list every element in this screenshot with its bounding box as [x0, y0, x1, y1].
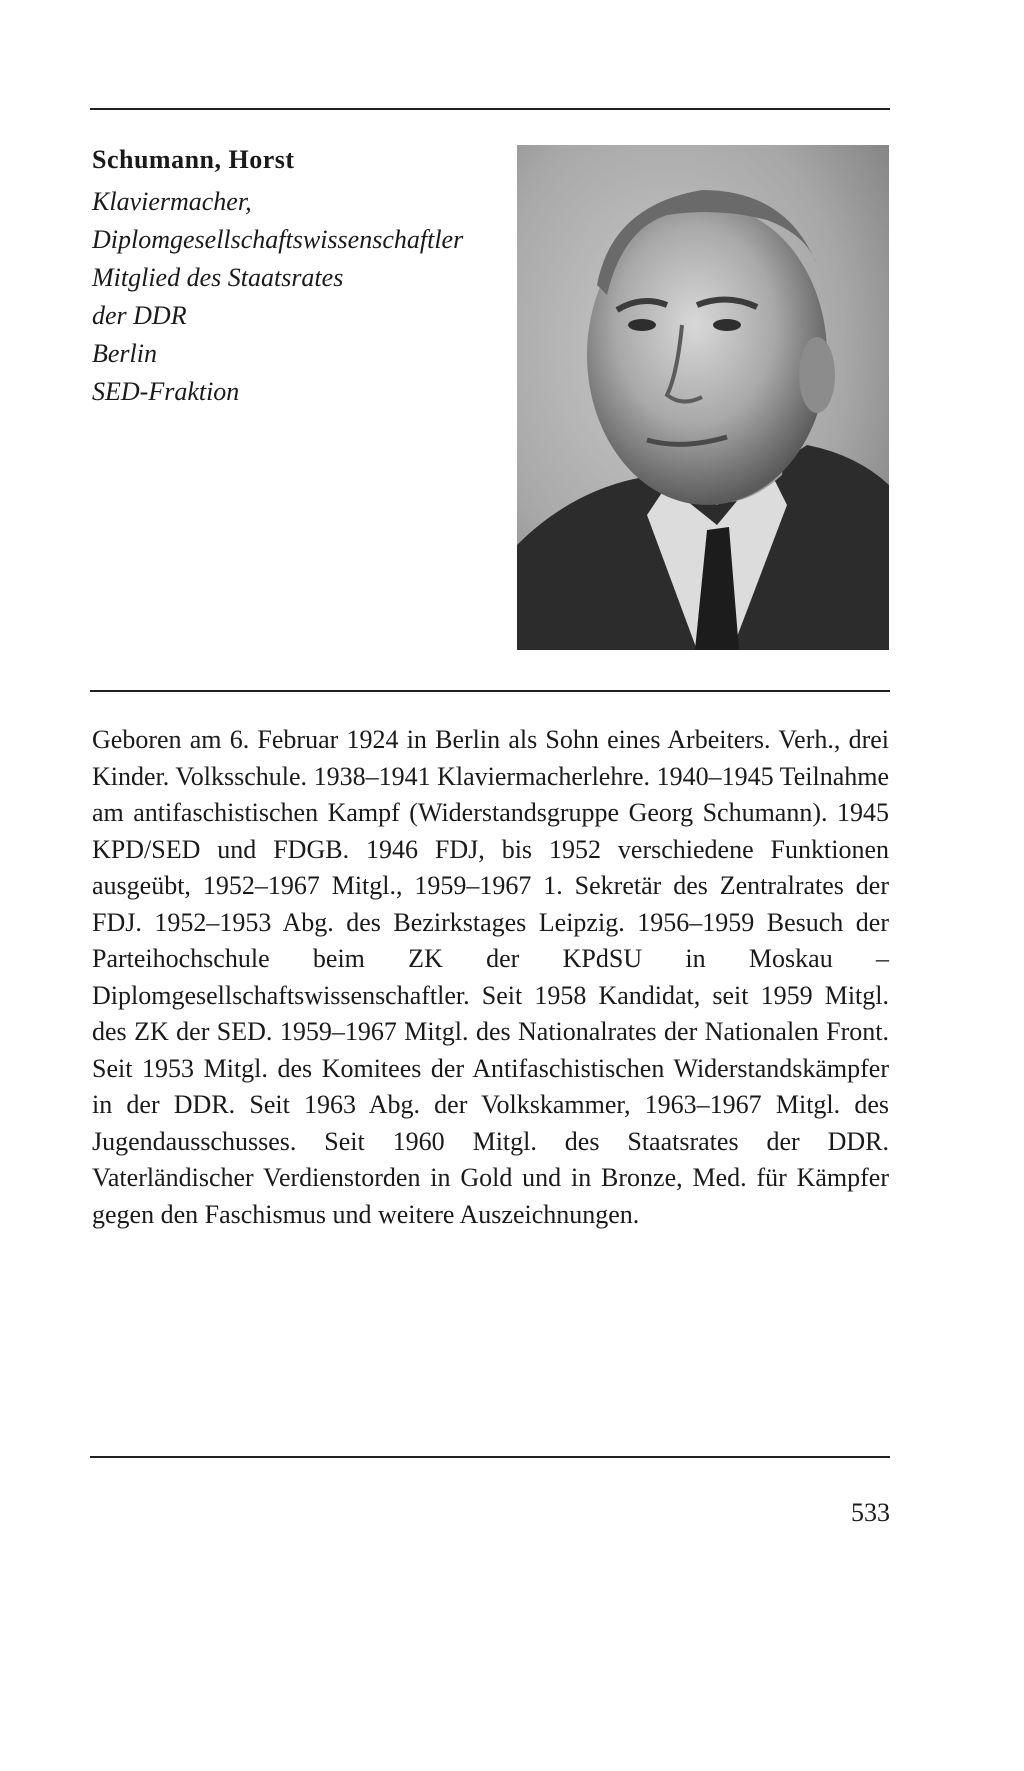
page-number: 533 [851, 1498, 890, 1527]
top-rule [90, 108, 890, 110]
role-line-6: SED-Fraktion [92, 377, 240, 406]
role-line-3: Mitglied des Staatsrates [92, 263, 344, 292]
role-line-5: Berlin [92, 339, 157, 368]
bottom-rule [90, 1456, 890, 1458]
person-name: Schumann, Horst [92, 145, 295, 174]
entry-header [92, 145, 512, 411]
biography-text: Geboren am 6. Februar 1924 in Berlin als Sohn eines Arbeiters. Verh., drei Kinder. Volksschule. 1938–1941 Klaviermacherlehre. 1940–1945 Teilnahme am antifaschistischen Kampf (Widerstandsgruppe Georg Schumann). 1945 KPD/SED und FDGB. 1946 FDJ, bis 1952 verschiedene Funktionen ausgeübt, 1952–1967 Mitgl., 1959–1967 1. Sekretär des Zentralrates der FDJ. 1952–1953 Abg. des Bezirkstages Leipzig. 1956–1959 Besuch der Parteihochschule beim ZK der KPdSU in Moskau – Diplomgesellschaftswissenschaftler. Seit 1958 Kandidat, seit 1959 Mitgl. des ZK der SED. 1959–1967 Mitgl. des Nationalrates der Nationalen Front. Seit 1953 Mitgl. des Komitees der Antifaschistischen Widerstandskämpfer in der DDR. Seit 1963 Abg. der Volkskammer, 1963–1967 Mitgl. des Jugendausschusses. Seit 1960 Mitgl. des Staatsrates der DDR. Vaterländischer Verdienstorden in Gold und in Bronze, Med. für Kämpfer gegen den Faschismus und weitere Auszeichnungen. [92, 725, 889, 1229]
portrait-photo [517, 145, 889, 650]
portrait-image [517, 145, 889, 650]
role-line-1: Klaviermacher, [92, 187, 252, 216]
role-line-2: Diplomgesellschaftswissenschaftler [92, 225, 464, 254]
middle-rule [90, 690, 890, 692]
role-line-4: der DDR [92, 301, 187, 330]
